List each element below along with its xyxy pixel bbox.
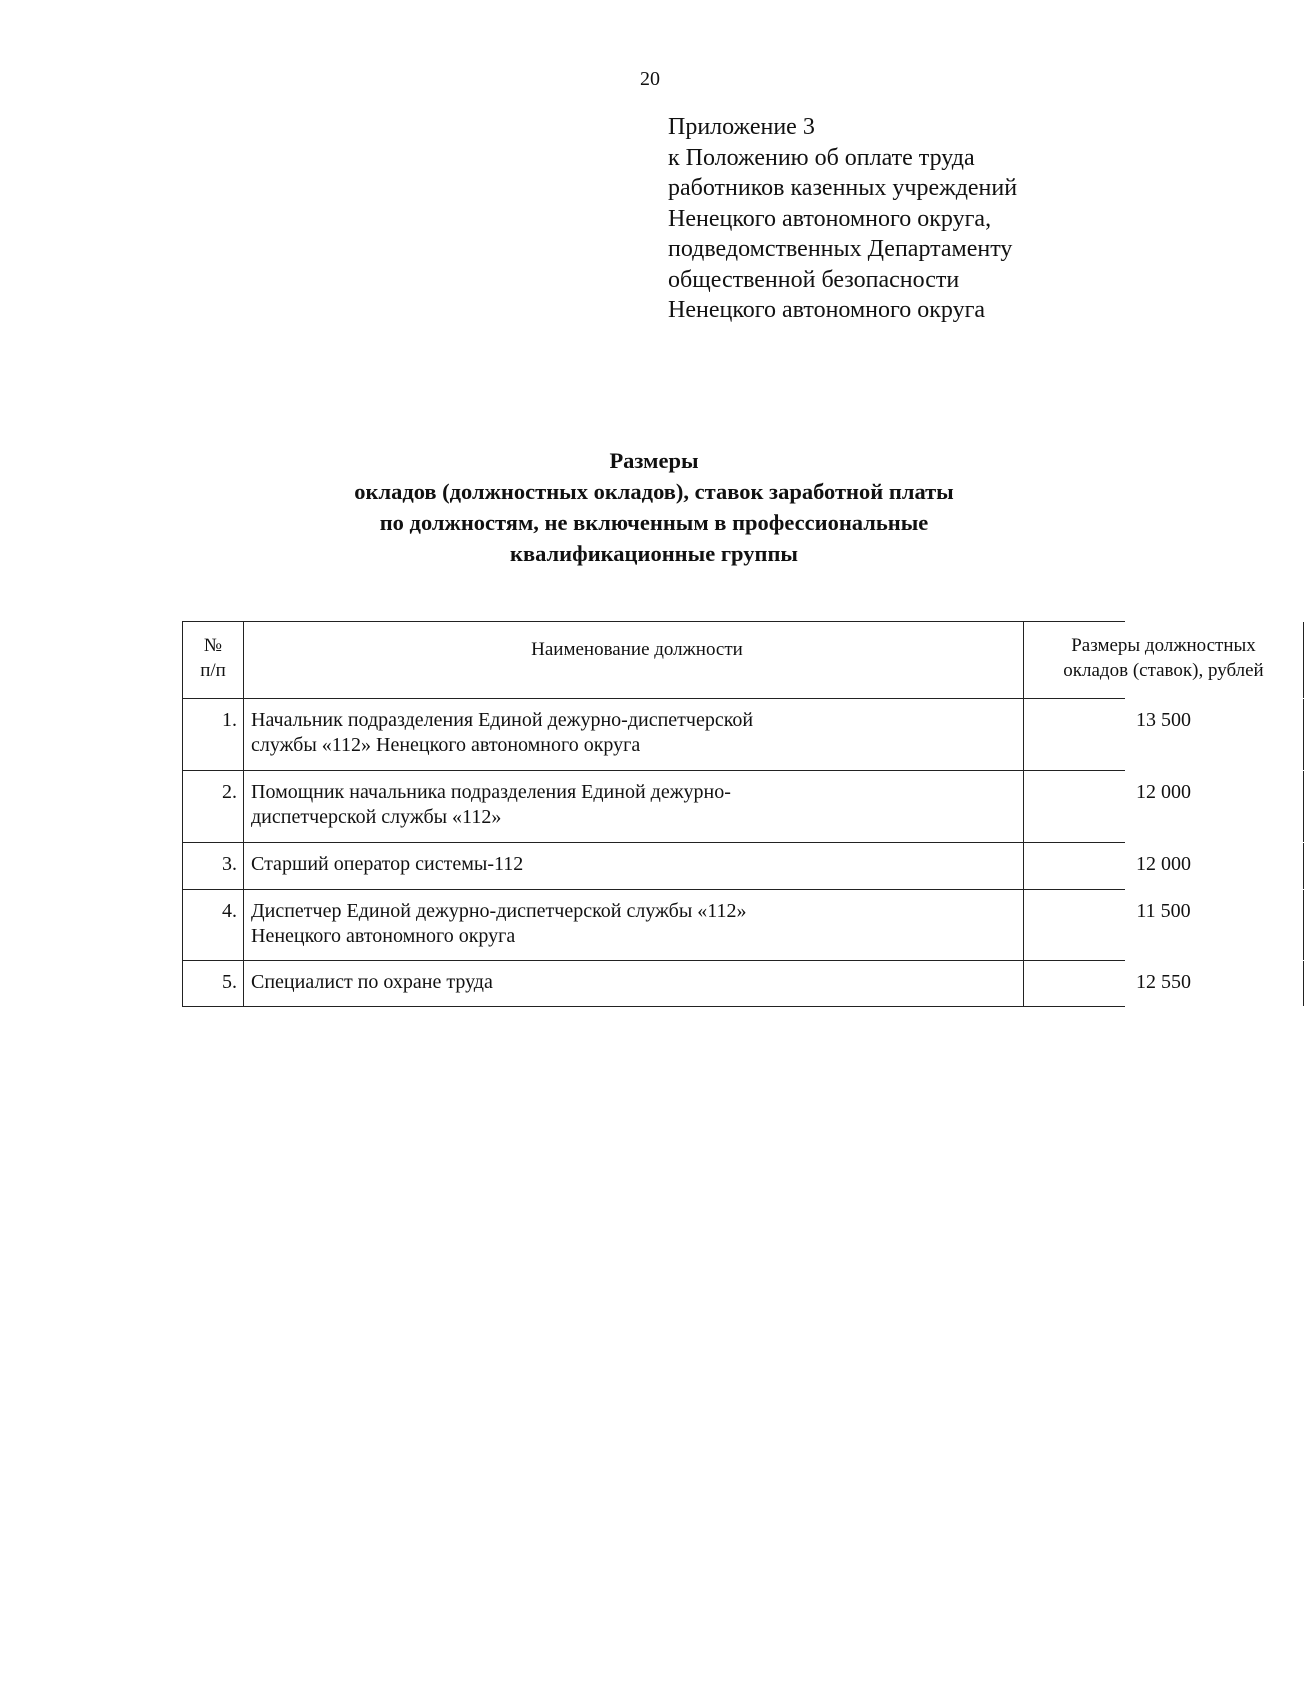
row-number [182,699,244,770]
salary-value-text: 13 500 [1136,709,1191,731]
document-title [0,445,1308,569]
position-name-line: Ненецкого автономного округа [251,925,516,947]
title-line: квалификационные группы [509,541,799,566]
salary-value [1024,961,1304,1006]
position-name-line: диспетчерской службы «112» [251,806,502,828]
appendix-header [668,112,1017,326]
position-name [244,890,1024,960]
position-name [244,961,1024,1006]
salary-value-text: 12 550 [1136,971,1191,993]
title-line: по должностям, не включенным в профессиональные [379,510,929,535]
position-name [244,771,1024,842]
row-number [182,843,244,889]
salary-value [1024,843,1304,889]
appendix-line: общественной безопасности [668,266,960,293]
header-position-label: Наименование должности [531,639,743,660]
table-row [182,843,1191,890]
position-name-line: службы «112» Ненецкого автономного округа [251,734,641,756]
title-line: окладов (должностных окладов), ставок заработной платы [354,479,954,504]
row-number [182,771,244,842]
table-header-row [182,621,1264,699]
position-name [244,843,1024,889]
table-row [182,771,1191,843]
salary-value-text: 11 500 [1136,900,1191,922]
salary-value [1024,699,1304,770]
row-number [182,890,244,960]
table-row [182,961,1191,1007]
salary-value [1024,771,1304,842]
title-line: Размеры [609,448,699,473]
appendix-line: подведомственных Департаменту [668,236,1013,262]
row-number-text: 2. [222,781,237,803]
position-name-line: Старший оператор системы-112 [251,853,524,875]
row-number [182,961,244,1006]
appendix-line: работников казенных учреждений [668,175,1018,201]
row-number-text: 5. [222,971,237,993]
header-position-cell [244,622,1024,698]
table-row [182,699,1191,771]
header-salary-cell [1024,622,1304,698]
header-number-symbol: № [203,635,223,656]
appendix-line: Приложение 3 [668,114,815,140]
position-name-line: Диспетчер Единой дежурно-диспетчерской службы «112» [251,900,747,922]
header-number-abbr: п/п [200,660,226,681]
appendix-line: к Положению об оплате труда [668,144,975,171]
appendix-line: Ненецкого автономного округа, [668,205,992,232]
header-salary-label-line1: Размеры должностных [1071,635,1256,656]
appendix-line: Ненецкого автономного округа [668,297,986,323]
row-number-text: 3. [222,853,237,875]
position-name [244,699,1024,770]
position-name-line: Начальник подразделения Единой дежурно-диспетчерской [251,709,754,731]
position-name-line: Помощник начальника подразделения Единой дежурно- [251,781,731,803]
position-name-line: Специалист по охране труда [251,971,493,993]
row-number-text: 4. [222,900,237,922]
header-number-cell [182,622,244,698]
salary-value [1024,890,1304,960]
salary-table [182,621,1264,1007]
header-salary-label-line2: окладов (ставок), рублей [1063,660,1264,681]
table-row [182,890,1191,961]
salary-value-text: 12 000 [1136,853,1191,875]
page-number: 20 [640,68,660,90]
row-number-text: 1. [222,709,237,731]
salary-value-text: 12 000 [1136,781,1191,803]
